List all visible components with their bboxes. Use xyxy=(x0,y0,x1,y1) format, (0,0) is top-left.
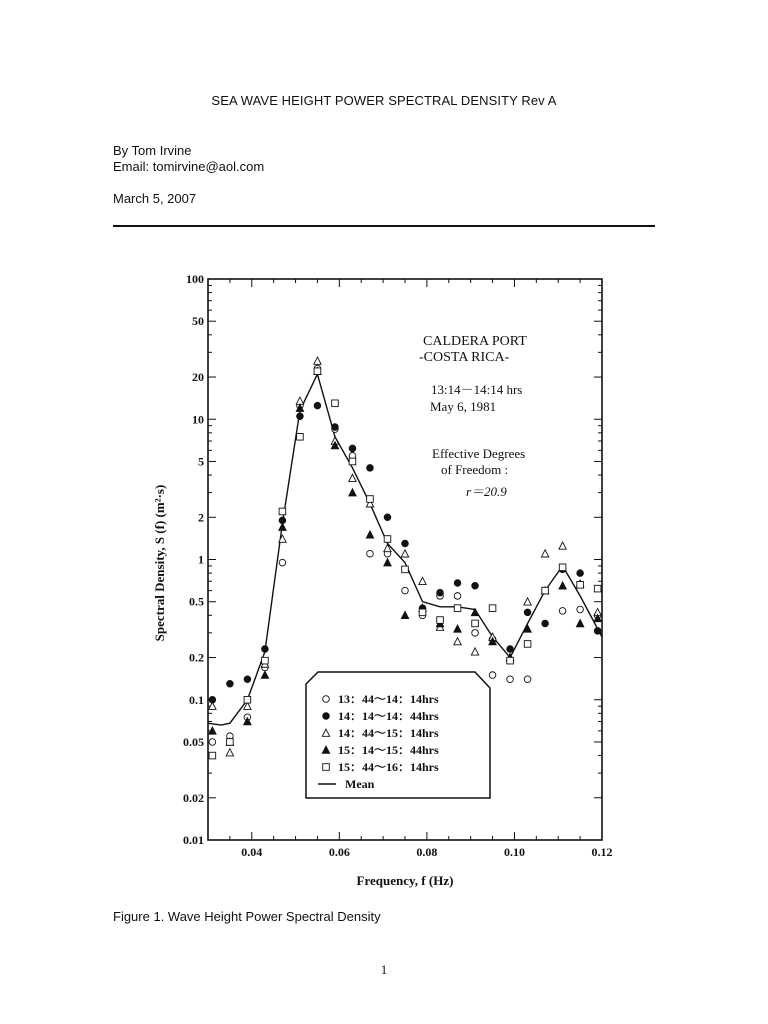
data-point-series-5 xyxy=(594,585,601,592)
y-tick-label: 2 xyxy=(198,510,204,525)
annotation-line-7: r＝20.9 xyxy=(466,484,507,499)
data-point-series-4 xyxy=(366,531,373,538)
legend-label: 13：44～14：14hrs xyxy=(338,692,439,706)
x-tick-label: 0.08 xyxy=(416,845,438,859)
data-point-series-5 xyxy=(227,739,234,746)
data-point-series-3 xyxy=(314,357,321,364)
data-point-series-1 xyxy=(489,672,496,679)
data-point-series-3 xyxy=(296,397,303,404)
data-point-series-2 xyxy=(507,646,514,653)
legend-label: 15：14～15：44hrs xyxy=(338,743,439,757)
data-point-series-4 xyxy=(261,671,268,678)
y-tick-label: 5 xyxy=(198,454,204,469)
data-point-series-2 xyxy=(594,628,601,635)
legend-marker xyxy=(323,764,330,771)
page-number: 1 xyxy=(380,962,388,977)
y-tick-label: 0.1 xyxy=(189,692,204,707)
data-point-series-2 xyxy=(244,676,251,683)
x-tick-label: 0.10 xyxy=(503,845,525,859)
x-tick-label: 0.06 xyxy=(328,845,350,859)
data-point-series-2 xyxy=(384,514,391,521)
data-point-series-5 xyxy=(297,433,304,440)
legend-marker xyxy=(323,696,330,703)
data-point-series-4 xyxy=(576,620,583,627)
annotation-line-4: May 6, 1981 xyxy=(430,399,497,414)
data-point-series-5 xyxy=(542,587,549,594)
data-point-series-3 xyxy=(454,638,461,645)
data-point-series-1 xyxy=(454,593,461,600)
y-tick-label: 0.05 xyxy=(183,734,204,749)
annotation-line-5: Effective Degrees xyxy=(432,446,526,461)
data-point-series-3 xyxy=(471,648,478,655)
email-line: Email: tomirvine@aol.com xyxy=(113,159,265,174)
legend-label: 14：14～14：44hrs xyxy=(338,709,439,723)
header-rule xyxy=(113,225,655,227)
data-point-series-3 xyxy=(541,550,548,557)
data-point-series-1 xyxy=(559,608,566,615)
data-point-series-2 xyxy=(367,465,374,472)
date-line: March 5, 2007 xyxy=(113,191,197,206)
data-point-series-3 xyxy=(524,598,531,605)
legend-label: 15：44～16：14hrs xyxy=(338,760,439,774)
data-point-series-5 xyxy=(454,605,461,612)
legend-label: Mean xyxy=(345,777,375,791)
data-point-series-5 xyxy=(209,752,216,759)
data-point-series-2 xyxy=(454,580,461,587)
data-point-series-5 xyxy=(419,609,426,616)
data-point-series-4 xyxy=(349,489,356,496)
y-tick-label: 1 xyxy=(198,552,204,567)
y-tick-label: 20 xyxy=(192,370,204,385)
data-point-series-5 xyxy=(402,566,409,573)
data-point-series-4 xyxy=(401,611,408,618)
y-tick-label: 100 xyxy=(186,272,204,286)
data-point-series-5 xyxy=(349,458,356,465)
x-tick-label: 0.04 xyxy=(241,845,263,859)
data-point-series-5 xyxy=(437,617,444,624)
data-point-series-5 xyxy=(244,696,251,703)
data-point-series-2 xyxy=(472,582,479,589)
spectral-density-chart xyxy=(140,262,630,902)
data-point-series-1 xyxy=(524,676,531,683)
y-tick-label: 50 xyxy=(192,314,204,329)
data-point-series-2 xyxy=(262,646,269,653)
y-tick-label: 0.2 xyxy=(189,650,204,665)
data-point-series-2 xyxy=(314,402,321,409)
data-point-series-3 xyxy=(226,749,233,756)
y-tick-label: 10 xyxy=(192,412,204,427)
author-line: By Tom Irvine xyxy=(113,143,192,158)
y-axis-label: Spectral Density, S (f) (m²·s) xyxy=(152,484,167,642)
figure-caption: Figure 1. Wave Height Power Spectral Density xyxy=(113,909,381,924)
legend-marker xyxy=(323,713,330,720)
data-point-series-2 xyxy=(542,620,549,627)
data-point-series-3 xyxy=(559,542,566,549)
data-point-series-4 xyxy=(384,559,391,566)
data-point-series-2 xyxy=(524,609,531,616)
data-point-series-1 xyxy=(577,606,584,613)
data-point-series-5 xyxy=(384,536,391,543)
data-point-series-2 xyxy=(577,570,584,577)
data-point-series-5 xyxy=(559,564,566,571)
data-point-series-1 xyxy=(279,559,286,566)
x-axis-label: Frequency, f (Hz) xyxy=(356,873,454,888)
data-point-series-3 xyxy=(419,577,426,584)
data-point-series-3 xyxy=(349,474,356,481)
data-point-series-5 xyxy=(507,657,514,664)
data-point-series-5 xyxy=(524,641,531,648)
annotation-line-6: of Freedom : xyxy=(441,462,509,477)
data-point-series-2 xyxy=(349,445,356,452)
data-point-series-2 xyxy=(402,540,409,547)
data-point-series-4 xyxy=(454,625,461,632)
legend-label: 14：44～15：14hrs xyxy=(338,726,439,740)
annotation-line-2: -COSTA RICA- xyxy=(419,350,510,365)
data-point-series-1 xyxy=(209,739,216,746)
data-point-series-4 xyxy=(279,523,286,530)
data-point-series-5 xyxy=(489,605,496,612)
data-point-series-5 xyxy=(577,582,584,589)
data-point-series-1 xyxy=(367,550,374,557)
y-tick-label: 0.02 xyxy=(183,790,204,805)
data-point-series-5 xyxy=(367,496,374,503)
data-point-series-2 xyxy=(332,424,339,431)
data-point-series-1 xyxy=(402,587,409,594)
data-point-series-1 xyxy=(472,630,479,637)
y-tick-label: 0.01 xyxy=(183,833,204,847)
data-point-series-4 xyxy=(559,582,566,589)
data-point-series-2 xyxy=(297,413,304,420)
data-point-series-2 xyxy=(437,589,444,596)
data-point-series-5 xyxy=(262,657,269,664)
data-point-series-2 xyxy=(227,680,234,687)
data-point-series-3 xyxy=(401,550,408,557)
annotation-line-1: CALDERA PORT xyxy=(423,334,527,349)
x-tick-label: 0.12 xyxy=(591,845,613,859)
data-point-series-5 xyxy=(472,620,479,627)
document-title: SEA WAVE HEIGHT POWER SPECTRAL DENSITY Rev A xyxy=(211,93,557,108)
data-point-series-5 xyxy=(314,368,321,375)
data-point-series-5 xyxy=(332,400,339,407)
data-point-series-1 xyxy=(507,676,514,683)
y-tick-label: 0.5 xyxy=(189,594,204,609)
data-point-series-5 xyxy=(279,508,286,515)
annotation-line-3: 13:14－14:14 hrs xyxy=(431,382,523,397)
